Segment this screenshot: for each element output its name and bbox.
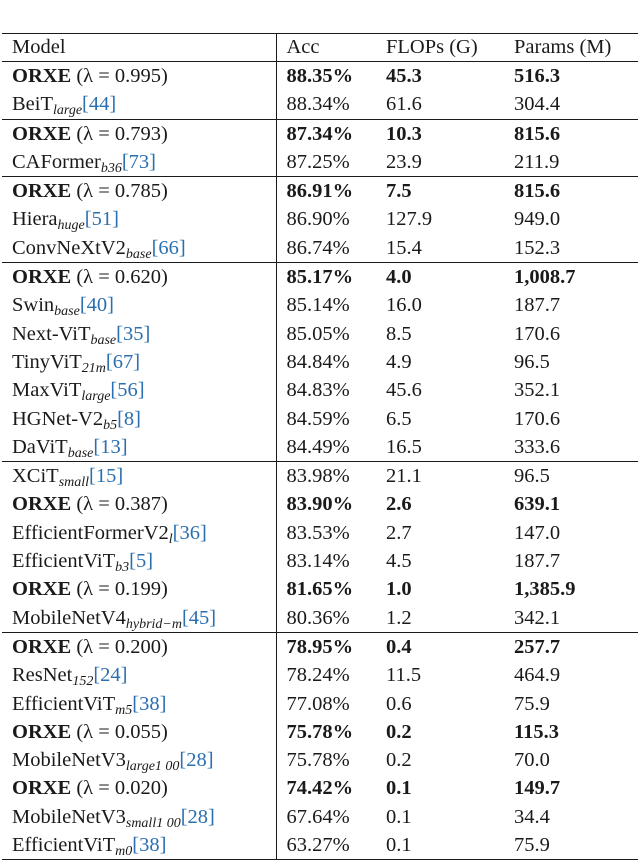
params-cell: 257.7 bbox=[504, 632, 638, 661]
acc-cell: 78.95% bbox=[276, 632, 376, 661]
table-row bbox=[2, 62, 638, 91]
params-cell: 815.6 bbox=[504, 119, 638, 148]
acc-cell: 84.49% bbox=[286, 435, 350, 458]
lambda-value: (λ = 0.200) bbox=[76, 635, 168, 658]
params-cell: 70.0 bbox=[514, 749, 550, 772]
flops-cell: 1.0 bbox=[386, 578, 412, 601]
acc-cell: 86.91% bbox=[276, 177, 376, 206]
params-cell: 75.9 bbox=[514, 692, 550, 715]
acc-cell: 88.34% bbox=[286, 93, 350, 116]
citation-link[interactable]: [5] bbox=[129, 550, 154, 573]
acc-cell: 87.34% bbox=[276, 119, 376, 148]
citation-link[interactable]: [51] bbox=[84, 208, 119, 231]
flops-cell: 0.1 bbox=[386, 805, 412, 828]
citation-link[interactable]: [15] bbox=[89, 465, 124, 488]
acc-cell: 78.24% bbox=[286, 664, 350, 687]
params-cell: 170.6 bbox=[514, 322, 561, 345]
params-cell: 516.3 bbox=[514, 65, 561, 87]
results-table bbox=[2, 33, 638, 860]
model-name: CAFormer bbox=[12, 150, 101, 173]
params-cell: 352.1 bbox=[514, 379, 561, 402]
table-row bbox=[2, 575, 638, 603]
table-row bbox=[2, 661, 638, 689]
acc-cell: 84.59% bbox=[286, 407, 350, 430]
citation-link[interactable]: [40] bbox=[79, 294, 114, 317]
acc-cell: 83.98% bbox=[276, 462, 376, 491]
params-cell: 34.4 bbox=[514, 805, 550, 828]
table-row bbox=[2, 291, 638, 319]
table-row bbox=[2, 177, 638, 206]
acc-cell: 86.74% bbox=[286, 236, 350, 259]
model-cell bbox=[2, 604, 276, 633]
lambda-value: (λ = 0.995) bbox=[76, 65, 168, 87]
model-name: MobileNetV4 bbox=[12, 606, 126, 629]
acc-cell: 84.84% bbox=[286, 350, 350, 373]
model-name: MobileNetV3 bbox=[12, 805, 126, 828]
model-cell bbox=[2, 718, 276, 746]
params-cell: 1,385.9 bbox=[514, 578, 576, 601]
model-name: Next-ViT bbox=[12, 322, 91, 345]
params-cell: 187.7 bbox=[514, 294, 561, 317]
header-acc: Acc bbox=[286, 36, 320, 58]
model-cell bbox=[2, 433, 276, 462]
flops-cell: 8.5 bbox=[386, 322, 412, 345]
header-row bbox=[2, 34, 638, 62]
flops-cell: 45.3 bbox=[386, 65, 422, 87]
model-name: EfficientViT bbox=[12, 834, 116, 857]
model-name: EfficientViT bbox=[12, 550, 116, 573]
table-row bbox=[2, 490, 638, 518]
table-row bbox=[2, 831, 638, 860]
model-name: ORXE bbox=[12, 266, 72, 289]
table-row bbox=[2, 433, 638, 462]
model-variant-subscript: huge bbox=[57, 218, 85, 234]
table-row bbox=[2, 746, 638, 774]
flops-cell: 127.9 bbox=[386, 208, 433, 231]
params-cell: 1,008.7 bbox=[504, 263, 638, 292]
model-variant-subscript: base bbox=[125, 246, 152, 262]
params-cell: 147.0 bbox=[514, 521, 561, 544]
params-cell: 96.5 bbox=[514, 350, 550, 373]
model-name: ORXE bbox=[12, 493, 72, 516]
table-row bbox=[2, 263, 638, 292]
results-table-wrapper bbox=[2, 33, 638, 860]
params-cell: 75.9 bbox=[504, 831, 638, 860]
flops-cell: 7.5 bbox=[376, 177, 504, 206]
model-cell bbox=[2, 575, 276, 603]
lambda-value: (λ = 0.020) bbox=[76, 777, 168, 800]
acc-cell: 87.25% bbox=[286, 150, 350, 173]
header-flops: FLOPs (G) bbox=[386, 36, 478, 58]
model-name: ConvNeXtV2 bbox=[12, 236, 126, 259]
flops-cell: 23.9 bbox=[386, 150, 422, 173]
acc-cell: 75.78% bbox=[286, 749, 350, 772]
flops-cell: 45.6 bbox=[386, 379, 422, 402]
acc-cell: 85.17% bbox=[276, 263, 376, 292]
model-cell bbox=[2, 831, 276, 860]
model-variant-subscript: base bbox=[90, 332, 117, 348]
table-row bbox=[2, 547, 638, 575]
model-cell bbox=[2, 348, 276, 376]
model-cell bbox=[2, 632, 276, 661]
table-row bbox=[2, 148, 638, 177]
flops-cell: 16.0 bbox=[386, 294, 422, 317]
model-cell bbox=[2, 490, 276, 518]
model-name: MobileNetV3 bbox=[12, 749, 126, 772]
params-cell: 342.1 bbox=[514, 606, 561, 629]
table-header bbox=[2, 34, 638, 62]
table-row bbox=[2, 690, 638, 718]
model-cell bbox=[2, 661, 276, 689]
header-model: Model bbox=[2, 34, 276, 62]
table-row bbox=[2, 320, 638, 348]
model-variant-subscript: hybrid−m bbox=[125, 616, 182, 632]
model-name: ResNet bbox=[12, 664, 73, 687]
citation-link[interactable]: [66] bbox=[151, 236, 186, 259]
acc-cell: 83.14% bbox=[286, 550, 350, 573]
table-row bbox=[2, 803, 638, 831]
citation-link[interactable]: [8] bbox=[117, 407, 141, 430]
table-row bbox=[2, 90, 638, 119]
table-row bbox=[2, 405, 638, 433]
citation-link[interactable]: [28] bbox=[180, 805, 215, 828]
model-variant-subscript: base bbox=[54, 304, 80, 320]
params-cell: 815.6 bbox=[504, 177, 638, 206]
citation-link[interactable]: [24] bbox=[93, 664, 128, 687]
flops-cell: 11.5 bbox=[386, 664, 422, 687]
flops-cell: 2.6 bbox=[386, 493, 412, 516]
acc-cell: 63.27% bbox=[276, 831, 376, 860]
acc-cell: 77.08% bbox=[286, 692, 350, 715]
params-cell: 464.9 bbox=[514, 664, 561, 687]
acc-cell: 85.14% bbox=[286, 294, 350, 317]
citation-link[interactable]: [36] bbox=[172, 521, 207, 544]
model-cell bbox=[2, 803, 276, 831]
acc-cell: 88.35% bbox=[286, 65, 354, 87]
model-variant-subscript: b36 bbox=[100, 160, 122, 176]
params-cell: 333.6 bbox=[514, 435, 561, 458]
table-row bbox=[2, 348, 638, 376]
model-cell bbox=[2, 90, 276, 119]
citation-link[interactable]: [44] bbox=[82, 93, 117, 116]
acc-cell: 75.78% bbox=[286, 720, 354, 743]
model-name: TinyViT bbox=[12, 350, 82, 373]
model-cell bbox=[2, 376, 276, 404]
header-params: Params (M) bbox=[514, 36, 612, 58]
flops-cell: 4.5 bbox=[386, 550, 412, 573]
citation-link[interactable]: [45] bbox=[181, 606, 217, 629]
flops-cell: 0.1 bbox=[376, 831, 504, 860]
model-cell bbox=[2, 62, 276, 91]
table-row bbox=[2, 604, 638, 633]
acc-cell: 67.64% bbox=[286, 805, 350, 828]
flops-cell: 6.5 bbox=[386, 407, 412, 430]
table-row bbox=[2, 462, 638, 491]
model-variant-subscript: small1 00 bbox=[125, 815, 181, 831]
model-name: EfficientViT bbox=[12, 692, 116, 715]
model-cell bbox=[2, 320, 276, 348]
params-cell: 304.4 bbox=[514, 93, 561, 116]
params-cell: 211.9 bbox=[514, 150, 560, 173]
model-cell bbox=[2, 148, 276, 177]
model-variant-subscript: large bbox=[81, 389, 111, 405]
params-cell: 187.7 bbox=[514, 550, 561, 573]
params-cell: 949.0 bbox=[514, 208, 561, 231]
model-name: EfficientFormerV2 bbox=[12, 521, 169, 544]
table-row bbox=[2, 632, 638, 661]
params-cell: 152.3 bbox=[514, 236, 561, 259]
model-name: MaxViT bbox=[12, 379, 82, 402]
model-cell bbox=[2, 119, 276, 148]
flops-cell: 4.9 bbox=[386, 350, 412, 373]
model-variant-subscript: b5 bbox=[103, 417, 118, 433]
table-body bbox=[2, 62, 638, 860]
model-cell bbox=[2, 291, 276, 319]
flops-cell: 15.4 bbox=[386, 236, 422, 259]
model-cell bbox=[2, 519, 276, 547]
citation-link[interactable]: [38] bbox=[132, 834, 167, 857]
table-row bbox=[2, 774, 638, 802]
flops-cell: 0.4 bbox=[376, 632, 504, 661]
model-cell bbox=[2, 205, 276, 233]
model-cell bbox=[2, 177, 276, 206]
model-name: ORXE bbox=[12, 635, 72, 658]
params-cell: 639.1 bbox=[514, 493, 561, 516]
citation-link[interactable]: [67] bbox=[105, 350, 141, 373]
model-variant-subscript: m0 bbox=[115, 844, 133, 860]
flops-cell: 2.7 bbox=[386, 521, 412, 544]
model-variant-subscript: b3 bbox=[115, 560, 130, 576]
lambda-value: (λ = 0.793) bbox=[76, 122, 168, 145]
model-cell bbox=[2, 405, 276, 433]
model-cell bbox=[2, 263, 276, 292]
model-name: Swin bbox=[12, 294, 55, 317]
flops-cell: 4.0 bbox=[376, 263, 504, 292]
citation-link[interactable]: [28] bbox=[179, 749, 214, 772]
acc-cell: 85.05% bbox=[286, 322, 350, 345]
model-variant-subscript: l bbox=[168, 531, 173, 547]
citation-link[interactable]: [13] bbox=[93, 435, 128, 458]
lambda-value: (λ = 0.055) bbox=[76, 720, 168, 743]
model-name: XCiT bbox=[12, 465, 59, 488]
acc-cell: 86.90% bbox=[286, 208, 350, 231]
params-cell: 96.5 bbox=[504, 462, 638, 491]
params-cell: 149.7 bbox=[514, 777, 561, 800]
lambda-value: (λ = 0.785) bbox=[76, 180, 168, 203]
model-variant-subscript: large1 00 bbox=[125, 759, 180, 775]
citation-link[interactable]: [73] bbox=[121, 150, 156, 173]
model-name: Hiera bbox=[12, 208, 58, 231]
flops-cell: 16.5 bbox=[386, 435, 422, 458]
model-variant-subscript: 152 bbox=[72, 674, 94, 690]
flops-cell: 1.2 bbox=[386, 606, 412, 629]
model-name: ORXE bbox=[12, 180, 72, 203]
params-cell: 115.3 bbox=[514, 720, 559, 743]
flops-cell: 0.6 bbox=[386, 692, 412, 715]
model-cell bbox=[2, 547, 276, 575]
acc-cell: 81.65% bbox=[286, 578, 354, 601]
model-name: HGNet-V2 bbox=[12, 407, 104, 430]
model-cell bbox=[2, 746, 276, 774]
table-row bbox=[2, 718, 638, 746]
model-name: ORXE bbox=[12, 578, 72, 601]
model-variant-subscript: 21m bbox=[81, 360, 106, 376]
flops-cell: 21.1 bbox=[376, 462, 504, 491]
acc-cell: 83.53% bbox=[286, 521, 350, 544]
flops-cell: 10.3 bbox=[376, 119, 504, 148]
table-row bbox=[2, 234, 638, 263]
citation-link[interactable]: [56] bbox=[110, 379, 145, 402]
lambda-value: (λ = 0.620) bbox=[76, 266, 168, 289]
table-row bbox=[2, 519, 638, 547]
acc-cell: 80.36% bbox=[286, 606, 350, 629]
acc-cell: 83.90% bbox=[286, 493, 354, 516]
model-variant-subscript: base bbox=[67, 445, 94, 461]
lambda-value: (λ = 0.387) bbox=[76, 493, 168, 516]
table-row bbox=[2, 376, 638, 404]
model-cell bbox=[2, 690, 276, 718]
citation-link[interactable]: [38] bbox=[132, 692, 167, 715]
acc-cell: 74.42% bbox=[286, 777, 354, 800]
model-name: ORXE bbox=[12, 777, 72, 800]
model-variant-subscript: small bbox=[58, 475, 90, 491]
flops-cell: 61.6 bbox=[386, 93, 422, 116]
flops-cell: 0.1 bbox=[386, 777, 412, 800]
acc-cell: 84.83% bbox=[286, 379, 350, 402]
table-row bbox=[2, 205, 638, 233]
model-name: ORXE bbox=[12, 65, 72, 87]
flops-cell: 0.2 bbox=[386, 720, 412, 743]
model-cell bbox=[2, 234, 276, 263]
params-cell: 170.6 bbox=[514, 407, 561, 430]
model-variant-subscript: m5 bbox=[115, 702, 133, 718]
model-name: BeiT bbox=[12, 93, 53, 116]
model-name: ORXE bbox=[12, 720, 72, 743]
flops-cell: 0.2 bbox=[386, 749, 412, 772]
table-row bbox=[2, 119, 638, 148]
model-name: ORXE bbox=[12, 122, 72, 145]
model-name: DaViT bbox=[12, 435, 68, 458]
model-cell bbox=[2, 774, 276, 802]
lambda-value: (λ = 0.199) bbox=[76, 578, 168, 601]
model-cell bbox=[2, 462, 276, 491]
model-variant-subscript: large bbox=[53, 103, 83, 119]
citation-link[interactable]: [35] bbox=[116, 322, 151, 345]
